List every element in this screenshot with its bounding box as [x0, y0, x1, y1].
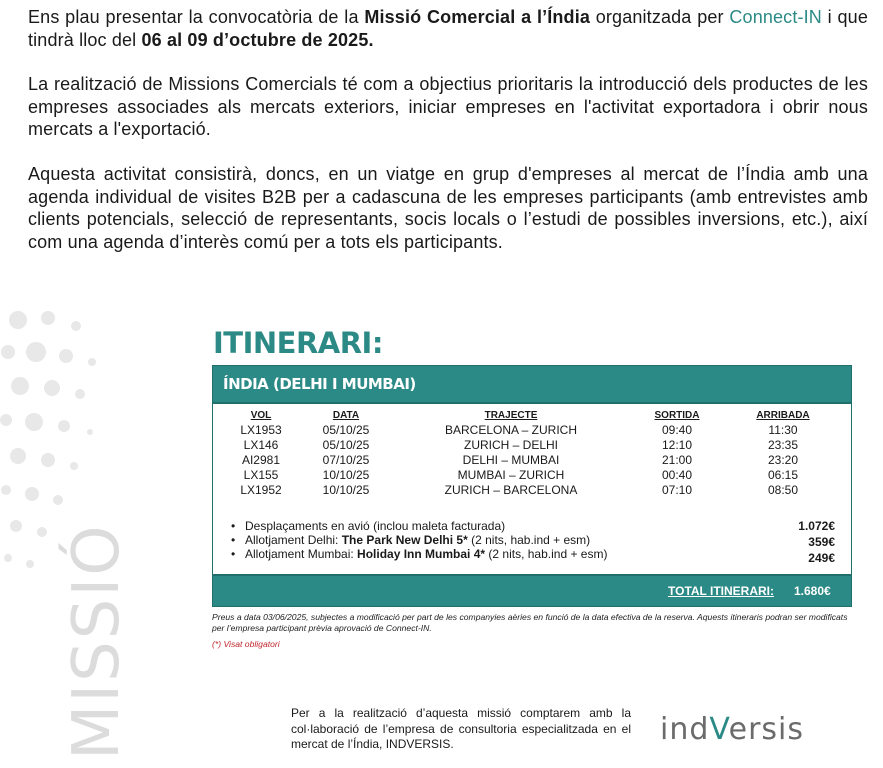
flight-route: ZURICH – BARCELONA	[444, 482, 578, 497]
cost-detail: (2 nits, hab.ind + esm)	[467, 533, 591, 547]
intro-text-segment: i que tindrà lloc del	[28, 7, 869, 50]
column-header: DATA	[332, 410, 360, 421]
flight-route: MUMBAI – ZURICH	[457, 467, 565, 482]
flight-number: LX146	[243, 437, 279, 452]
column-header: SORTIDA	[654, 410, 700, 421]
flights-table	[225, 409, 839, 497]
cost-amount: 359€	[808, 535, 835, 549]
cost-item-flights	[231, 519, 835, 533]
column-header: ARRIBADA	[756, 410, 810, 421]
total-bar	[213, 574, 851, 606]
departure-time: 21:00	[661, 452, 693, 467]
bullet-icon: •	[231, 533, 236, 547]
table-row	[225, 422, 839, 437]
intro-paragraph-2: La realització de Missions Comercials té com a objectius prioritaris la introducció dels productes de les empreses associades als mercats exteriors, iniciar empreses en l'activitat exportadora i obrir nous mercats a l'exportació.	[28, 74, 868, 140]
cost-label: Allotjament Delhi:	[245, 533, 342, 547]
cost-item-mumbai-hotel	[231, 547, 835, 565]
flight-number: LX1953	[240, 422, 282, 437]
intro-paragraph-1	[28, 6, 868, 51]
total-label: TOTAL ITINERARI:	[668, 584, 774, 598]
logo-part: V	[709, 712, 729, 747]
flight-route: DELHI – MUMBAI	[462, 452, 560, 467]
cost-detail: (2 nits, hab.ind + esm)	[485, 547, 608, 561]
column-header: VOL	[250, 410, 272, 421]
bullet-icon: •	[231, 547, 236, 561]
mission-dates: 06 al 09 d’octubre de 2025.	[141, 29, 374, 50]
itinerary-title: ITINERARI:	[213, 326, 383, 360]
side-word: MISSIÓ	[60, 523, 134, 760]
mission-name: Missió Comercial a l’Índia	[364, 7, 591, 27]
hotel-name: The Park New Delhi 5*	[341, 533, 468, 547]
hotel-name: Holiday Inn Mumbai 4*	[357, 547, 486, 561]
flight-date: 05/10/25	[322, 437, 370, 452]
flight-number: LX1952	[240, 482, 282, 497]
departure-time: 07:10	[661, 482, 693, 497]
cost-description	[245, 547, 607, 561]
flight-number: AI2981	[241, 452, 281, 467]
cost-item-delhi-hotel	[231, 533, 835, 547]
table-row	[225, 452, 839, 467]
indversis-logo	[660, 712, 804, 747]
intro-text-segment: Ens plau presentar la convocatòria de la	[28, 7, 365, 27]
arrival-time: 23:20	[767, 452, 799, 467]
flight-route: ZURICH – DELHI	[463, 437, 558, 452]
cost-amount: 1.072€	[798, 519, 835, 533]
collaboration-text: Per a la realització d’aquesta missió comptarem amb la col·laboració de l’empresa de consultoria especialitzada en el mercat de l’Índia, INDVERSIS.	[291, 706, 631, 751]
total-value: 1.680€	[794, 584, 831, 598]
table-row	[225, 482, 839, 497]
price-note: Preus a data 03/06/2025, subjectes a modificació per part de les companyies aèries en funció de la data efectiva de la reserva. Aquests itineraris podran ser modificats per l’empresa participant prèvia aprovació de Connect-IN.	[212, 612, 848, 633]
cost-list	[231, 519, 835, 565]
cost-amount: 249€	[808, 551, 835, 565]
cost-label: Desplaçaments en avió (inclou maleta facturada)	[245, 519, 506, 533]
arrival-time: 11:30	[768, 422, 798, 437]
cost-description	[245, 533, 590, 547]
intro-text	[28, 6, 868, 275]
intro-text-segment: organitzada per	[590, 7, 730, 27]
departure-time: 09:40	[661, 422, 693, 437]
arrival-time: 06:15	[767, 467, 799, 482]
visa-note: (*) Visat obligatori	[212, 639, 280, 649]
flight-date: 07/10/25	[322, 452, 370, 467]
flight-date: 05/10/25	[322, 422, 370, 437]
intro-paragraph-3: Aquesta activitat consistirà, doncs, en un viatge en grup d'empreses al mercat de l’Índia amb una agenda individual de visites B2B per a cadascuna de les empreses participants (amb entrevistes amb clients potencials, selecció de representants, socis locals o l’estudi de possibles inversions, etc.), així com una agenda d’interès comú per a tots els participants.	[28, 163, 868, 252]
logo-part: ersis	[728, 712, 804, 747]
flight-date: 10/10/25	[322, 467, 370, 482]
arrival-time: 23:35	[767, 437, 799, 452]
flight-number: LX155	[243, 467, 279, 482]
table-row	[225, 467, 839, 482]
arrival-time: 08:50	[767, 482, 799, 497]
table-row	[225, 437, 839, 452]
departure-time: 12:10	[661, 437, 693, 452]
itinerary-box	[212, 365, 852, 607]
logo-part: ind	[660, 712, 710, 747]
column-header: TRAJECTE	[484, 410, 538, 421]
cost-description	[245, 519, 505, 533]
cost-label: Allotjament Mumbai:	[245, 547, 358, 561]
itinerary-header: ÍNDIA (DELHI I MUMBAI)	[213, 366, 851, 404]
bullet-icon: •	[231, 519, 236, 533]
table-header-row	[225, 409, 839, 422]
organizer-name: Connect-IN	[729, 7, 822, 27]
flight-date: 10/10/25	[322, 482, 370, 497]
flight-route: BARCELONA – ZURICH	[444, 422, 578, 437]
departure-time: 00:40	[661, 467, 693, 482]
